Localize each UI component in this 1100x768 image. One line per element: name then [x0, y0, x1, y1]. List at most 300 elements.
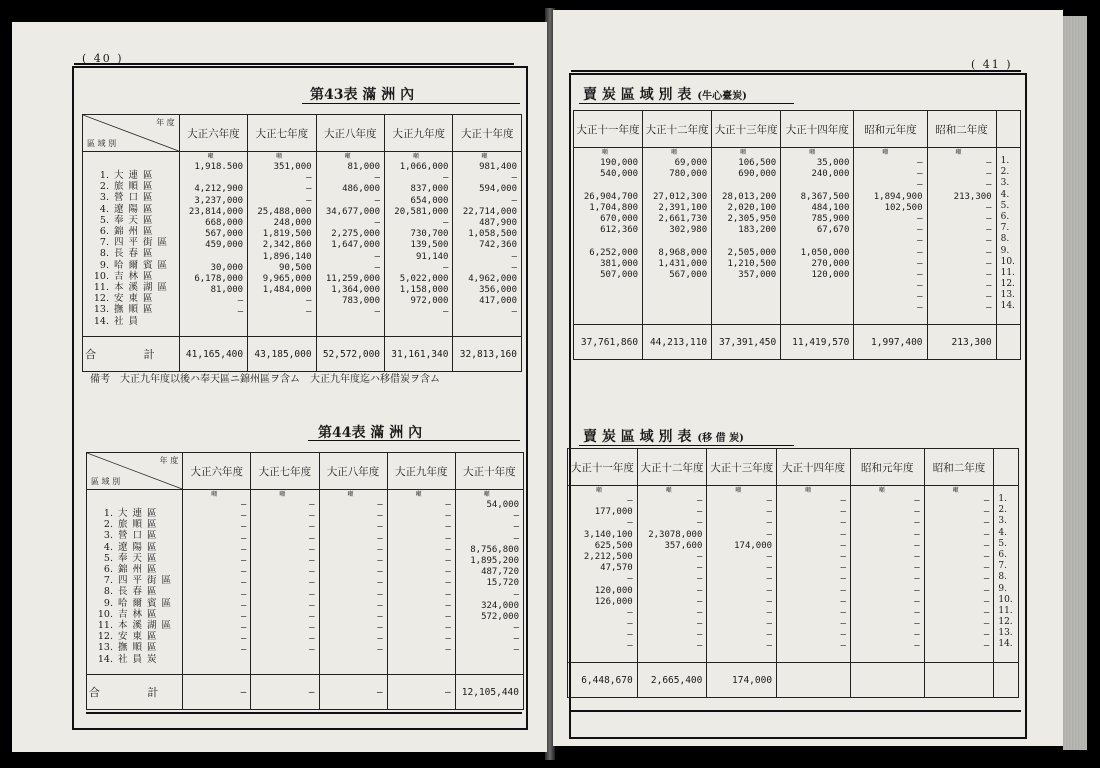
table-cell: —	[983, 507, 990, 518]
table-cell: —	[377, 555, 383, 566]
value-column	[251, 490, 319, 675]
table-cell: —	[840, 607, 846, 618]
table-cell: —	[513, 533, 519, 544]
table-cell: —	[914, 563, 920, 574]
unit-mark: 噸	[805, 487, 812, 494]
table-cell: 1,050,000	[800, 247, 850, 258]
year-header: 大正七年度	[248, 115, 316, 152]
table-cell: 120,000	[811, 269, 850, 280]
right-page	[553, 10, 1063, 746]
region-row	[91, 248, 179, 259]
total-value: —	[387, 675, 455, 710]
table-cell: —	[840, 551, 846, 562]
region-name: 四平街區	[114, 237, 173, 249]
total-value: 174,000	[707, 663, 777, 698]
row-number: 11.	[1000, 267, 1015, 278]
table-cell: —	[766, 619, 773, 630]
table-cell: —	[445, 500, 451, 510]
region-number: 2.	[99, 181, 109, 193]
unit-mark: 噸	[347, 491, 354, 498]
year-header: 昭和二年度	[924, 449, 994, 486]
total-value: 12,105,440	[455, 675, 523, 710]
table-cell: 324,000	[481, 600, 519, 611]
region-name: 錦州區	[118, 564, 162, 576]
table-cell: —	[986, 180, 992, 191]
corner-year-label: 年 度	[159, 456, 179, 465]
table-cell: 2,3078,000	[648, 529, 703, 540]
year-header: 大正十二年度	[637, 449, 707, 486]
row-number: 12.	[1000, 279, 1015, 290]
region-list	[87, 490, 183, 675]
table-cell: —	[237, 307, 244, 318]
row-number: 10.	[1000, 256, 1015, 267]
year-header: 大正十二年度	[643, 111, 712, 148]
table-cell: 2,212,500	[583, 551, 633, 562]
table-cell: —	[309, 589, 315, 600]
year-header: 大正八年度	[319, 453, 387, 490]
unit-mark: 噸	[671, 149, 678, 156]
table-cell: —	[377, 578, 383, 589]
table-cell: —	[696, 585, 703, 596]
total-value: 52,572,000	[316, 337, 384, 372]
row-number: 7.	[998, 561, 1007, 572]
table-cell: 90,500	[279, 262, 312, 273]
table-cell: 567,000	[669, 269, 708, 280]
value-column	[781, 148, 854, 325]
region-name: 大連區	[118, 508, 162, 519]
value-column	[637, 486, 707, 663]
row-number: 14.	[1000, 301, 1015, 312]
title-rule	[579, 445, 794, 446]
region-row	[91, 282, 179, 293]
table-cell	[781, 292, 849, 303]
table-cell: —	[696, 607, 703, 618]
total-value: 44,213,110	[643, 325, 712, 360]
table-cell: —	[445, 578, 451, 589]
table44-title-text: 賣 炭 區 域 別 表	[583, 429, 692, 445]
table-cell: —	[377, 533, 383, 544]
table-cell: —	[445, 623, 451, 634]
table-cell: —	[627, 641, 633, 652]
table-cell: 486,000	[342, 184, 381, 195]
row-number: 7.	[1000, 223, 1010, 234]
table-cell: —	[986, 225, 992, 236]
region-name: 安東區	[114, 293, 158, 305]
row-number: 5.	[998, 538, 1007, 549]
table-cell: 81,000	[347, 162, 381, 172]
value-column	[777, 486, 851, 663]
region-name: 長春區	[118, 586, 162, 598]
region-number: 11.	[97, 620, 113, 632]
table-cell: —	[306, 173, 312, 184]
table-cell: —	[840, 585, 846, 596]
table-cell: —	[377, 522, 383, 533]
table-cell: —	[766, 574, 773, 585]
table-cell: —	[917, 236, 923, 247]
table-cell: 240,000	[811, 169, 850, 180]
unit-mark: 噸	[481, 153, 488, 160]
table-cell: —	[983, 596, 990, 607]
unit-mark: 噸	[602, 149, 609, 156]
table-cell: 4,962,000	[468, 273, 517, 284]
table-cell: —	[983, 641, 990, 652]
table-cell: —	[914, 574, 920, 585]
unit-mark: 噸	[735, 487, 742, 494]
total-value	[924, 663, 994, 698]
table-cell: 487,720	[481, 567, 519, 578]
table-cell: —	[306, 195, 312, 206]
table-cell: —	[513, 522, 519, 533]
table-cell: 1,158,000	[399, 285, 449, 296]
table-cell: 6,178,000	[194, 273, 244, 284]
table-cell: 572,000	[481, 611, 519, 622]
region-number: 11.	[93, 282, 109, 294]
total-value: 43,185,000	[248, 337, 316, 372]
total-value	[850, 663, 924, 698]
table-cell: —	[914, 596, 920, 607]
total-value: 11,419,570	[781, 325, 854, 360]
unit-mark: 噸	[596, 487, 603, 494]
table-cell: 487,900	[479, 217, 517, 228]
table-cell: 690,000	[738, 169, 777, 180]
table-cell: 3,237,000	[194, 195, 244, 206]
table-cell: 34,677,000	[325, 206, 381, 217]
table44-title-right	[583, 426, 744, 446]
table-cell	[180, 173, 243, 184]
table-cell: —	[914, 529, 920, 540]
table-cell: 507,000	[600, 269, 639, 280]
table-cell: 35,000	[816, 158, 850, 168]
value-column	[183, 490, 251, 675]
value-column	[924, 486, 994, 663]
region-row	[95, 654, 182, 665]
region-number: 9.	[103, 597, 113, 609]
table-cell: —	[445, 645, 451, 656]
region-row	[91, 170, 179, 181]
unit-mark: 噸	[882, 149, 889, 156]
region-name: 社員炭	[118, 653, 162, 665]
table-cell: 612,360	[600, 225, 639, 236]
table-cell	[781, 236, 849, 247]
unit-mark: 噸	[955, 149, 962, 156]
unit-mark: 噸	[415, 491, 422, 498]
region-row	[95, 620, 182, 631]
table-cell: —	[696, 518, 703, 529]
value-column	[574, 148, 643, 325]
table-cell: —	[627, 619, 633, 630]
table-cell	[781, 281, 849, 292]
region-name: 奉天區	[118, 552, 162, 564]
region-list	[83, 152, 180, 337]
table-cell: —	[696, 496, 703, 506]
table-cell: —	[766, 518, 773, 529]
table-cell: 351,000	[273, 162, 312, 172]
table-cell: 3,140,100	[583, 529, 633, 540]
table-cell: —	[627, 607, 633, 618]
table-cell: 594,000	[479, 184, 517, 195]
table-cell: —	[766, 630, 773, 641]
table-cell: —	[309, 544, 315, 555]
table-cell: —	[914, 607, 920, 618]
table-cell: 2,305,950	[727, 213, 777, 224]
table-cell: 742,360	[479, 240, 517, 251]
table-cell: —	[445, 600, 451, 611]
unit-mark: 噸	[413, 153, 420, 160]
table44-subtitle: (移 借 炭)	[697, 433, 744, 444]
table-cell: —	[840, 496, 846, 506]
total-blank	[996, 325, 1020, 360]
region-name: 遼陽區	[118, 541, 162, 553]
table-cell: —	[240, 578, 247, 589]
table-cell: —	[240, 533, 247, 544]
table-cell: 47,570	[600, 563, 633, 574]
table-cell: 1,896,140	[262, 251, 312, 262]
region-number: 13.	[93, 304, 109, 316]
table-cell	[781, 180, 849, 191]
region-number: 3.	[99, 192, 109, 204]
row-number: 3.	[998, 516, 1007, 527]
total-value: 213,300	[927, 325, 996, 360]
region-name: 本溪湖區	[114, 282, 173, 294]
table-cell: —	[443, 262, 449, 273]
table-cell: —	[840, 507, 846, 518]
table-cell: —	[983, 619, 990, 630]
table-cell: —	[377, 600, 383, 611]
region-name: 撫順區	[114, 304, 158, 316]
row-number: 6.	[998, 549, 1007, 560]
table-cell: 785,900	[811, 213, 850, 224]
table-cell: —	[986, 292, 992, 303]
total-value: 6,448,670	[568, 663, 638, 698]
table-cell: 27,012,300	[652, 191, 708, 202]
value-column	[453, 152, 522, 337]
table-cell: 654,000	[410, 195, 449, 206]
table-cell: —	[917, 303, 923, 314]
region-row	[95, 519, 182, 530]
table-cell: —	[627, 496, 633, 506]
table-cell: —	[917, 258, 923, 269]
table-cell: 8,968,000	[658, 247, 708, 258]
table-cell: 25,488,000	[257, 206, 312, 217]
region-row	[95, 586, 182, 597]
table-cell: —	[445, 611, 451, 622]
row-number: 10.	[998, 594, 1013, 605]
table-cell: —	[840, 641, 846, 652]
table-cell: —	[513, 634, 519, 645]
table-cell: —	[983, 551, 990, 562]
table-cell: 28,013,200	[722, 191, 777, 202]
value-column	[385, 152, 453, 337]
table-cell: —	[627, 518, 633, 529]
table-cell: —	[309, 634, 315, 645]
table-cell: 4,212,900	[194, 184, 244, 195]
row-number-header	[994, 449, 1019, 486]
year-header: 大正七年度	[251, 453, 319, 490]
table-cell: 139,500	[410, 240, 449, 251]
region-name: 四平街區	[118, 575, 177, 587]
region-row	[95, 609, 182, 620]
region-row	[91, 237, 179, 248]
value-column	[179, 152, 247, 337]
table-cell: 356,000	[479, 285, 517, 296]
row-number: 11.	[998, 605, 1013, 616]
row-number: 4.	[1000, 189, 1010, 200]
table43-title: 第43表 滿 洲 內	[310, 87, 415, 103]
region-number: 8.	[103, 586, 113, 598]
table-cell: —	[240, 511, 247, 522]
region-row	[91, 181, 179, 192]
region-number: 12.	[93, 293, 109, 305]
total-value	[777, 663, 851, 698]
table-cell: —	[917, 281, 923, 292]
value-column	[854, 148, 927, 325]
table-cell: —	[986, 281, 992, 292]
unit-mark: 噸	[211, 491, 218, 498]
table-cell: —	[840, 529, 846, 540]
table-cell	[643, 281, 707, 292]
table-cell	[574, 180, 638, 191]
table-cell: —	[445, 589, 451, 600]
unit-mark: 噸	[483, 491, 490, 498]
bottom-rule	[86, 712, 522, 714]
table-cell: —	[766, 585, 773, 596]
table-cell: —	[917, 213, 923, 224]
table-cell: —	[766, 529, 773, 540]
value-column	[568, 486, 638, 663]
table-cell: 213,300	[953, 191, 992, 202]
table-cell: 54,000	[486, 500, 519, 510]
value-column	[387, 490, 455, 675]
region-number: 7.	[103, 575, 113, 587]
table-cell	[781, 303, 849, 314]
table-cell: 730,700	[410, 229, 449, 240]
row-number: 9.	[998, 583, 1007, 594]
region-name: 哈爾賓區	[118, 597, 177, 609]
region-row	[95, 542, 182, 553]
table-cell: 1,431,000	[658, 258, 708, 269]
table-cell: —	[443, 307, 449, 318]
table-cell: —	[914, 507, 920, 518]
table-cell: —	[511, 195, 517, 206]
total-value: 31,161,340	[385, 337, 453, 372]
table-cell: —	[766, 496, 773, 506]
page-stack-edge	[1063, 16, 1087, 750]
table-cell: —	[309, 555, 315, 566]
table-cell: —	[306, 296, 312, 307]
table-cell: —	[696, 619, 703, 630]
row-number: 12.	[998, 617, 1013, 628]
table-cell: 30,000	[210, 262, 244, 273]
table-cell: 972,000	[410, 296, 449, 307]
table-cell: 981,400	[479, 162, 517, 172]
value-column	[712, 148, 781, 325]
unit-mark: 噸	[344, 153, 351, 160]
table-cell: —	[240, 522, 247, 533]
corner-cell	[87, 453, 183, 490]
region-number: 7.	[99, 237, 109, 249]
table-cell	[643, 180, 707, 191]
value-column	[707, 486, 777, 663]
year-header: 昭和元年度	[850, 449, 924, 486]
table-cell: —	[840, 540, 846, 551]
row-number: 1.	[1000, 156, 1010, 166]
region-number: 3.	[103, 530, 113, 542]
table-cell: —	[696, 563, 703, 574]
table-cell: —	[309, 522, 315, 533]
table-cell: —	[309, 645, 315, 656]
table-cell: —	[627, 630, 633, 641]
table-cell: —	[306, 307, 312, 318]
total-value: 2,665,400	[637, 663, 707, 698]
table-cell: 1,484,000	[262, 285, 312, 296]
region-number: 1.	[103, 508, 113, 519]
table-cell: 2,020,100	[727, 202, 777, 213]
table-cell: —	[445, 555, 451, 566]
table-cell	[712, 281, 776, 292]
region-number: 6.	[103, 564, 113, 576]
table-cell: —	[840, 563, 846, 574]
table-cell: —	[240, 634, 247, 645]
table-cell: —	[914, 518, 920, 529]
table-cell: —	[377, 500, 383, 510]
table-cell: —	[377, 567, 383, 578]
year-header: 昭和二年度	[927, 111, 996, 148]
table-cell: —	[237, 296, 244, 307]
region-name: 旅順區	[114, 181, 158, 193]
table-cell: —	[986, 202, 992, 213]
table-cell: —	[914, 630, 920, 641]
title-rule	[302, 103, 520, 104]
table-cell: —	[696, 551, 703, 562]
table-cell: —	[986, 213, 992, 224]
row-number: 5.	[1000, 200, 1010, 211]
table-cell: 126,000	[594, 596, 633, 607]
region-name: 大連區	[114, 170, 158, 181]
table-cell: —	[377, 634, 383, 645]
table-cell: —	[914, 641, 920, 652]
table-cell: 668,000	[205, 217, 244, 228]
row-numbers	[996, 148, 1020, 325]
table-cell: 417,000	[479, 296, 517, 307]
table-cell	[712, 180, 776, 191]
table-cell: —	[986, 258, 992, 269]
region-name: 吉林區	[114, 270, 158, 282]
table-cell: —	[917, 269, 923, 280]
region-row	[91, 260, 179, 271]
table-cell: —	[445, 533, 451, 544]
table-cell: —	[374, 307, 381, 318]
region-number: 12.	[97, 631, 113, 643]
table-cell: —	[240, 500, 247, 510]
table-cell: —	[983, 585, 990, 596]
table-cell: 15,720	[486, 578, 519, 589]
unit-mark: 噸	[878, 487, 885, 494]
table-cell: 1,364,000	[331, 285, 381, 296]
table-cell: 67,670	[816, 225, 850, 236]
table-cell: —	[240, 555, 247, 566]
table-cell: —	[306, 184, 312, 195]
table-cell: 2,661,730	[658, 213, 708, 224]
table-cell: —	[240, 544, 247, 555]
table-cell: 540,000	[600, 169, 639, 180]
region-number: 5.	[103, 552, 113, 564]
table-cell: 20,581,000	[394, 206, 449, 217]
region-number: 13.	[97, 642, 113, 654]
table-cell: 102,500	[884, 202, 923, 213]
table-cell: —	[240, 611, 247, 622]
region-name: 遼陽區	[114, 203, 158, 215]
table-cell: —	[511, 307, 517, 318]
